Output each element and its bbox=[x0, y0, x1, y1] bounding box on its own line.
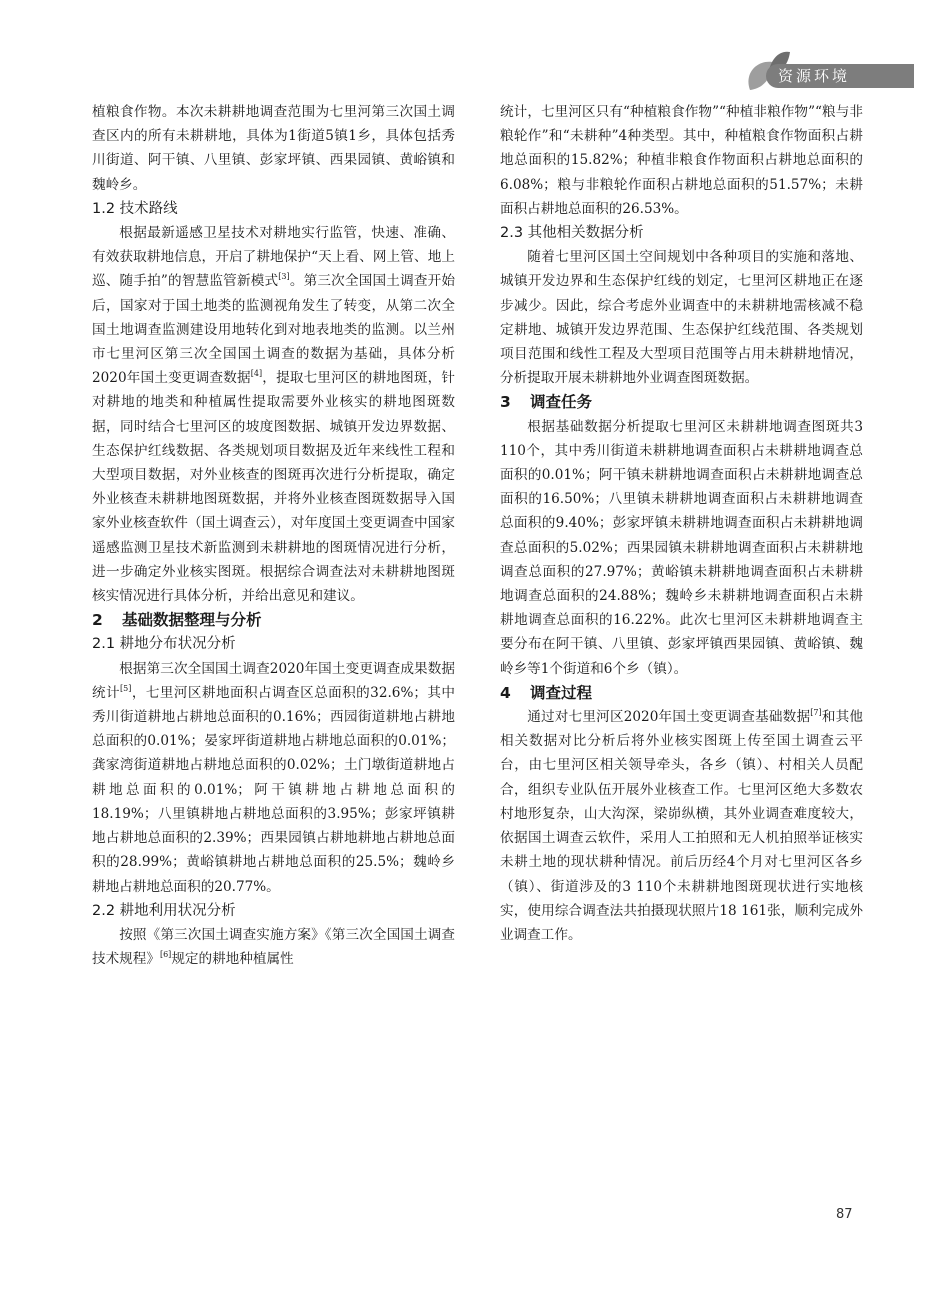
heading-2-3: 2.3 其他相关数据分析 bbox=[500, 225, 644, 242]
section-label: 资源环境 bbox=[778, 67, 851, 85]
citation: [4] bbox=[250, 369, 263, 379]
heading-2: 2 基础数据整理与分析 bbox=[92, 611, 262, 630]
citation: [3] bbox=[278, 272, 290, 282]
paragraph: 随着七里河区国土空间规划中各种项目的实施和落地、城镇开发边界和生态保护红线的划定，七里河区耕地正在逐步减少。因此，综合考虑外业调查中的未耕耕地需核减不稳定耕地、城镇开发边界范围、生态保护红线范围、各类规划项目范围和线性工程及大型项目范围等占用未耕耕地情况，分析提取开展未耕耕地外业调查图斑数据。 bbox=[500, 249, 863, 387]
paragraph: 植粮食作物。本次未耕耕地调查范围为七里河第三次国土调查区内的所有未耕耕地，具体为1街道5镇1乡，具体包括秀川街道、阿干镇、八里镇、彭家坪镇、西果园镇、黄峪镇和魏岭乡。 bbox=[92, 104, 455, 193]
paragraph: 根据最新遥感卫星技术对耕地实行监管，快速、准确、有效获取耕地信息，开启了耕地保护“天上看、网上管、地上巡、随手拍”的智慧监管新模式[3]。第三次全国国土调查开始后，国家对于国土地类的监测视角发生了转变，从第二次全国土地调查监测建设用地转化到对地表地类的监测。以兰州市七里河区第三次全国国土调查的数据为基础，具体分析2020年国土变更调查数据[4]，提取七里河区的耕地图斑，针对耕地的地类和种植属性提取需要外业核实的耕地图斑数据，同时结合七里河区的坡度图数据、城镇开发边界数据、生态保护红线数据、各类规划项目数据及近年来线性工程和大型项目数据，对外业核查的图斑再次进行分析提取，确定外业核查未耕耕地图斑数据，并将外业核查图斑数据导入国家外业核查软件（国土调查云），对年度国土变更调查中国家遥感监测卫星技术新监测到未耕耕地的图斑情况进行分析，进一步确定外业核实图斑。根据综合调查法对未耕耕地图斑核实情况进行具体分析，并给出意见和建议。 bbox=[92, 225, 456, 605]
right-column bbox=[500, 100, 863, 947]
section-header-badge bbox=[742, 46, 922, 96]
citation: [6] bbox=[159, 950, 172, 960]
paragraph: 根据第三次全国国土调查2020年国土变更调查成果数据统计[5]，七里河区耕地面积占调查区总面积的32.6%；其中秀川街道耕地占耕地总面积的0.16%；西园街道耕地占耕地总面积的0.01%；晏家坪街道耕地占耕地总面积的0.01%；龚家湾街道耕地占耕地总面积的0.02%；土门墩街道耕地占耕地总面积的0.01%；阿干镇耕地占耕地总面积的18.19%；八里镇耕地占耕地总面积的3.95%；彭家坪镇耕地占耕地总面积的2.39%；西果园镇占耕地耕地占耕地总面积的28.99%；黄峪镇耕地占耕地总面积的25.5%；魏岭乡耕地占耕地总面积的20.77%。 bbox=[92, 660, 455, 895]
paragraph: 统计，七里河区只有“种植粮食作物”“种植非粮作物”“粮与非粮轮作”和“未耕种”4种类型。其中，种植粮食作物面积占耕地总面积的15.82%；种植非粮食作物面积占耕地总面积的6.08%；粮与非粮轮作面积占耕地总面积的51.57%；未耕面积占耕地总面积的26.53%。 bbox=[500, 104, 863, 217]
heading-3: 3 调查任务 bbox=[500, 393, 593, 412]
page-number: 87 bbox=[836, 1207, 853, 1222]
citation: [5] bbox=[120, 683, 132, 693]
paragraph: 按照《第三次国土调查实施方案》《第三次全国国土调查技术规程》[6]规定的耕地种植属性 bbox=[92, 926, 455, 968]
heading-2-2: 2.2 耕地利用状况分析 bbox=[92, 902, 236, 919]
left-column bbox=[92, 100, 455, 971]
heading-2-1: 2.1 耕地分布状况分析 bbox=[92, 636, 236, 653]
paragraph: 通过对七里河区2020年国土变更调查基础数据[7]和其他相关数据对比分析后将外业核实图斑上传至国土调查云平台，由七里河区相关领导牵头，各乡（镇）、村相关人员配合，组织专业队伍开展外业核查工作。七里河区绝大多数农村地形复杂，山大沟深，梁峁纵横，其外业调查难度较大，依据国土调查云软件，采用人工拍照和无人机拍照举证核实未耕土地的现状耕种情况。前后历经4个月对七里河区各乡（镇）、街道涉及的3 110个未耕耕地图斑现状进行实地核实，使用综合调查法共拍摄现状照片18 161张，顺利完成外业调查工作。 bbox=[500, 708, 864, 943]
heading-1-2: 1.2 技术路线 bbox=[92, 200, 178, 217]
citation: [7] bbox=[810, 708, 822, 718]
heading-4: 4 调查过程 bbox=[500, 683, 593, 702]
paragraph: 根据基础数据分析提取七里河区未耕耕地调查图斑共3 110个，其中秀川街道未耕耕地调查面积占未耕耕地调查总面积的0.01%；阿干镇未耕耕地调查面积占未耕耕地调查总面积的16.50%；八里镇未耕耕地调查面积占未耕耕地调查总面积的9.40%；彭家坪镇未耕耕地调查面积占未耕耕地调查总面积的5.02%；西果园镇未耕耕地调查面积占未耕耕地调查总面积的27.97%；黄峪镇未耕耕地调查面积占未耕耕地调查总面积的24.88%；魏岭乡未耕耕地调查面积占未耕耕地调查总面积的16.22%。此次七里河区未耕耕地调查主要分布在阿干镇、八里镇、彭家坪镇西果园镇、黄峪镇、魏岭乡等1个街道和6个乡（镇）。 bbox=[500, 418, 863, 677]
